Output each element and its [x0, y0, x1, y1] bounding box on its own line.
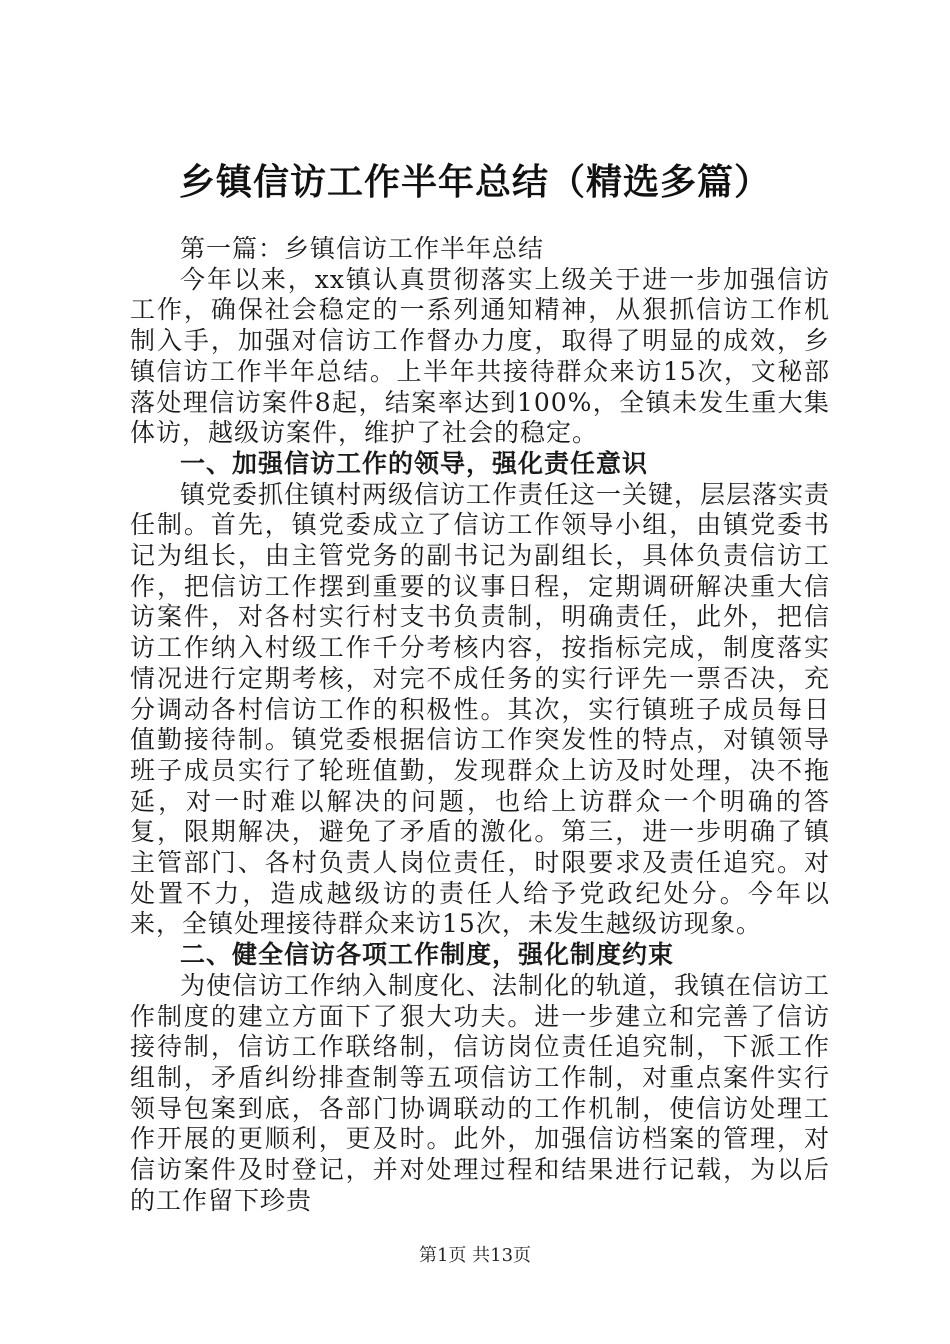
body-paragraph: 今年以来，xx镇认真贯彻落实上级关于进一步加强信访工作，确保社会稳定的一系列通知精神，从狠抓信访工作机制入手，加强对信访工作督办力度，取得了明显的成效，乡镇信访工作半年总结。上半年共接待群众来访15次，文秘部落处理信访案件8起，结案率达到100%，全镇未发生重大集体访，越级访案件，维护了社会的稳定。 — [130, 264, 830, 448]
document-body — [130, 234, 830, 1217]
section-heading: 一、加强信访工作的领导，强化责任意识 — [180, 448, 649, 478]
body-paragraph: 镇党委抓住镇村两级信访工作责任这一关键，层层落实责任制。首先，镇党委成立了信访工作领导小组，由镇党委书记为组长，由主管党务的副书记为副组长，具体负责信访工作，把信访工作摆到重要的议事日程，定期调研解决重大信访案件，对各村实行村支书负责制，明确责任，此外，把信访工作纳入村级工作千分考核内容，按指标完成，制度落实情况进行定期考核，对完不成任务的实行评先一票否决，充分调动各村信访工作的积极性。其次，实行镇班子成员每日值勤接待制。镇党委根据信访工作突发性的特点，对镇领导班子成员实行了轮班值勤，发现群众上访及时处理，决不拖延，对一时难以解决的问题，也给上访群众一个明确的答复，限期解决，避免了矛盾的激化。第三，进一步明确了镇主管部门、各村负责人岗位责任，时限要求及责任追究。对处置不力，造成越级访的责任人给予党政纪处分。今年以来，全镇处理接待群众来访15次，未发生越级访现象。 — [130, 479, 831, 939]
section-heading: 二、健全信访各项工作制度，强化制度约束 — [180, 940, 675, 970]
document-title: 乡镇信访工作半年总结（精选多篇） — [178, 161, 771, 203]
page-footer: 第1页 共13页 — [418, 1245, 532, 1266]
section-title: 第一篇：乡镇信访工作半年总结 — [180, 234, 545, 263]
body-paragraph: 为使信访工作纳入制度化、法制化的轨道，我镇在信访工作制度的建立方面下了狠大功夫。进一步建立和完善了信访接待制，信访工作联络制，信访岗位责任追究制，下派工作组制，矛盾纠纷排查制等五项信访工作制，对重点案件实行领导包案到底，各部门协调联动的工作机制，使信访处理工作开展的更顺利，更及时。此外，加强信访档案的管理，对信访案件及时登记，并对处理过程和结果进行记载，为以后的工作留下珍贵 — [130, 970, 831, 1215]
